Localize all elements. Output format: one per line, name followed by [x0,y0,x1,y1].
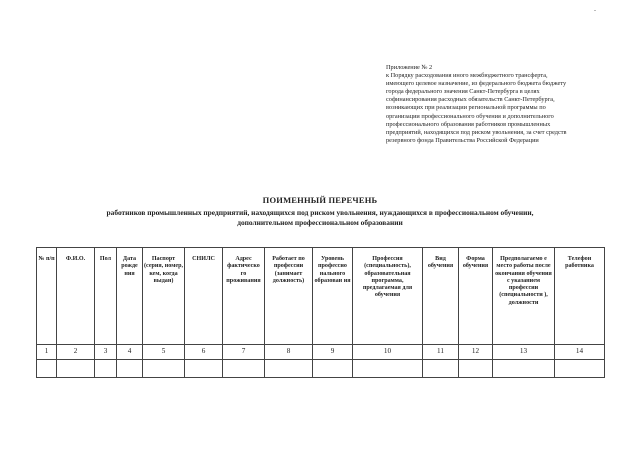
col-header: Пол [95,248,117,345]
col-header: Уровень профессио нального образован ия [313,248,353,345]
table-cell [57,360,95,378]
annex-line: организации профессионального обучения и дополнительного [386,112,554,120]
annex-line: профессионального образования работников промышленных [386,120,551,128]
table-cell [265,360,313,378]
table-cell [423,360,459,378]
header-row [37,248,605,345]
table-cell [143,360,185,378]
col-header: Паспорт (серия, номер, кем, когда выдан) [143,248,185,345]
table-cell [223,360,265,378]
roster-table [36,247,605,378]
column-number: 1 [37,345,57,360]
column-number: 11 [423,345,459,360]
col-header: Дата рожде ния [117,248,143,345]
annex-line: имеющего целевое назначение, из федерального бюджета бюджету [386,80,567,88]
col-header: СНИЛС [185,248,223,345]
annex-line: возникающих при реализации региональной программы по [386,104,546,112]
col-header: Телефон работника [555,248,605,345]
annex-line: софинансирования расходных обязательств Санкт-Петербурга, [386,96,555,104]
table-cell [313,360,353,378]
column-number-row [37,345,605,360]
table-cell [353,360,423,378]
annex-line: города федерального значения Санкт-Петербурга в целях [386,88,540,96]
column-number: 14 [555,345,605,360]
col-header: Ф.И.О. [57,248,95,345]
table-cell [555,360,605,378]
subtitle-line-2: дополнительном профессиональном образовании [237,217,403,227]
document-title: ПОИМЕННЫЙ ПЕРЕЧЕНЬ [262,195,378,205]
document-subtitle [40,208,600,227]
col-header: № п/п [37,248,57,345]
subtitle-line-1: работников промышленных предприятий, находящихся под риском увольнения, нуждающихся в профессиональном обучении, [106,208,534,217]
column-number: 13 [493,345,555,360]
col-header: Вид обучения [423,248,459,345]
scan-speck [594,10,596,11]
col-header: Форма обучения [459,248,493,345]
column-number: 6 [185,345,223,360]
col-header: Адрес фактическо го проживания [223,248,265,345]
table-cell [37,360,57,378]
column-number: 3 [95,345,117,360]
column-number: 8 [265,345,313,360]
empty-data-row [37,360,605,378]
column-number: 10 [353,345,423,360]
annex-line: предприятий, находящихся под риском увольнения, за счет средств [386,128,567,136]
column-number: 9 [313,345,353,360]
annex-line: Приложение № 2 [386,64,433,71]
column-number: 2 [57,345,95,360]
column-number: 4 [117,345,143,360]
annex-block [386,64,620,145]
table-cell [493,360,555,378]
col-header: Профессия (специальность), образовательная программа, предлагаемая для обучения [353,248,423,345]
table-cell [185,360,223,378]
column-number: 5 [143,345,185,360]
annex-line: к Порядку расходования иного межбюджетного трансферта, [386,72,548,80]
table-cell [459,360,493,378]
col-header: Работает по профессии (занимает должность) [265,248,313,345]
column-number: 12 [459,345,493,360]
table-cell [95,360,117,378]
column-number: 7 [223,345,265,360]
annex-line: резервного фонда Правительства Российской Федерации [386,136,539,144]
col-header: Предполагаемо е место работы после окончания обучения с указанием профессии (специальности ), должности [493,248,555,345]
table-cell [117,360,143,378]
